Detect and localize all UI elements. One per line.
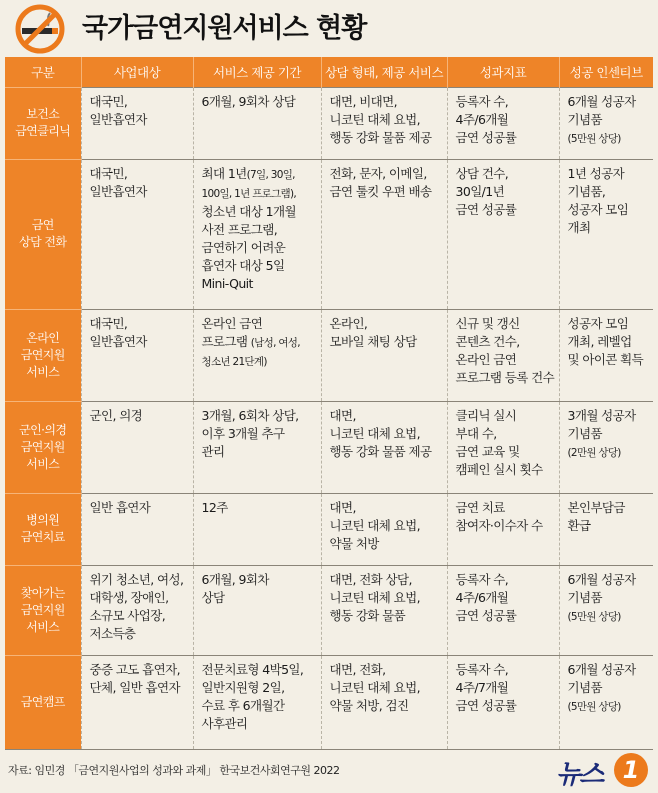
target-cell: 대국민, 일반흡연자 xyxy=(81,159,193,309)
target-cell: 군인, 의경 xyxy=(81,401,193,493)
kpi-cell: 등록자 수, 4주/6개월 금연 성공률 xyxy=(447,565,559,655)
service-cell: 대면, 비대면, 니코틴 대체 요법, 행동 강화 물품 제공 xyxy=(321,87,447,159)
incentive-text: 6개월 성공자 기념품 xyxy=(567,661,636,695)
period-note: (남성, 여성, 청소년 21단계) xyxy=(201,336,300,368)
table-row xyxy=(5,493,653,565)
period-cell: 6개월, 9회차 상담 xyxy=(193,87,321,159)
row-label: 온라인 금연지원 서비스 xyxy=(5,309,81,401)
incentive-cell: 성공자 모임 개최, 레벨업 및 아이콘 획득 xyxy=(559,309,653,401)
incentive-note: (5만원 상당) xyxy=(567,132,621,145)
incentive-text: 3개월 성공자 기념품 xyxy=(567,407,636,441)
row-label: 보건소 금연클리닉 xyxy=(5,87,81,159)
incentive-note: (2만원 상당) xyxy=(567,446,621,459)
table-row xyxy=(5,655,653,749)
table-row xyxy=(5,565,653,655)
incentive-text: 6개월 성공자 기념품 xyxy=(567,93,636,127)
source-note: 자료: 임민경 「금연지원사업의 성과와 과제」 한국보건사회연구원 2022 xyxy=(8,764,340,777)
column-header: 서비스 제공 기간 xyxy=(193,57,321,87)
period-text-after: 청소년 대상 1개월 사전 프로그램, 금연하기 어려운 흡연자 대상 5일 Mini-Quit xyxy=(201,203,296,291)
service-cell: 대면, 니코틴 대체 요법, 행동 강화 물품 제공 xyxy=(321,401,447,493)
period-cell: 3개월, 6회차 상담, 이후 3개월 추구 관리 xyxy=(193,401,321,493)
row-label: 병의원 금연치료 xyxy=(5,493,81,565)
kpi-cell: 클리닉 실시 부대 수, 금연 교육 및 캠페인 실시 횟수 xyxy=(447,401,559,493)
table-header-row xyxy=(5,57,653,87)
incentive-note: (5만원 상당) xyxy=(567,610,621,623)
target-cell: 위기 청소년, 여성, 대학생, 장애인, 소규모 사업장, 저소득층 xyxy=(81,565,193,655)
service-table xyxy=(5,57,653,750)
target-cell: 중증 고도 흡연자, 단체, 일반 흡연자 xyxy=(81,655,193,749)
column-header: 상담 형태, 제공 서비스 xyxy=(321,57,447,87)
table-row xyxy=(5,401,653,493)
incentive-cell xyxy=(559,87,653,159)
kpi-cell: 등록자 수, 4주/7개월 금연 성공률 xyxy=(447,655,559,749)
news1-logo xyxy=(556,752,652,788)
kpi-cell: 상담 건수, 30일/1년 금연 성공률 xyxy=(447,159,559,309)
incentive-text: 6개월 성공자 기념품 xyxy=(567,571,636,605)
incentive-note: (5만원 상당) xyxy=(567,700,621,713)
column-header: 사업대상 xyxy=(81,57,193,87)
service-cell: 전화, 문자, 이메일, 금연 툴킷 우편 배송 xyxy=(321,159,447,309)
service-cell: 대면, 전화, 니코틴 대체 요법, 약물 처방, 검진 xyxy=(321,655,447,749)
page-title: 국가금연지원서비스 현황 xyxy=(82,13,367,44)
kpi-cell: 신규 및 갱신 콘텐츠 건수, 온라인 금연 프로그램 등록 건수 xyxy=(447,309,559,401)
row-label: 찾아가는 금연지원 서비스 xyxy=(5,565,81,655)
row-label: 금연 상담 전화 xyxy=(5,159,81,309)
period-note: (7일, 30일, 100일, 1년 프로그램), xyxy=(201,168,297,200)
incentive-cell xyxy=(559,655,653,749)
period-text: 최대 1년 xyxy=(201,165,247,181)
kpi-cell: 등록자 수, 4주/6개월 금연 성공률 xyxy=(447,87,559,159)
brand-badge: 1 xyxy=(614,753,648,787)
column-header: 성과지표 xyxy=(447,57,559,87)
target-cell: 대국민, 일반흡연자 xyxy=(81,87,193,159)
service-cell: 대면, 니코틴 대체 요법, 약물 처방 xyxy=(321,493,447,565)
brand-text: 뉴스 xyxy=(556,760,603,790)
target-cell: 일반 흡연자 xyxy=(81,493,193,565)
column-header: 구분 xyxy=(5,57,81,87)
row-label: 군인·의경 금연지원 서비스 xyxy=(5,401,81,493)
period-cell xyxy=(193,309,321,401)
service-cell: 온라인, 모바일 채팅 상담 xyxy=(321,309,447,401)
no-smoking-icon xyxy=(8,4,72,54)
service-cell: 대면, 전화 상담, 니코틴 대체 요법, 행동 강화 물품 xyxy=(321,565,447,655)
period-cell: 6개월, 9회차 상담 xyxy=(193,565,321,655)
period-cell: 12주 xyxy=(193,493,321,565)
table-row xyxy=(5,159,653,309)
table-row xyxy=(5,87,653,159)
kpi-cell: 금연 치료 참여자·이수자 수 xyxy=(447,493,559,565)
column-header: 성공 인센티브 xyxy=(559,57,653,87)
table-row xyxy=(5,309,653,401)
incentive-cell: 본인부담금 환급 xyxy=(559,493,653,565)
period-text: 온라인 금연 프로그램 xyxy=(201,315,263,349)
period-cell: 전문치료형 4박5일, 일반지원형 2일, 수료 후 6개월간 사후관리 xyxy=(193,655,321,749)
incentive-cell xyxy=(559,565,653,655)
target-cell: 대국민, 일반흡연자 xyxy=(81,309,193,401)
period-cell xyxy=(193,159,321,309)
incentive-cell: 1년 성공자 기념품, 성공자 모임 개최 xyxy=(559,159,653,309)
row-label: 금연캠프 xyxy=(5,655,81,749)
header xyxy=(0,0,658,58)
incentive-cell xyxy=(559,401,653,493)
